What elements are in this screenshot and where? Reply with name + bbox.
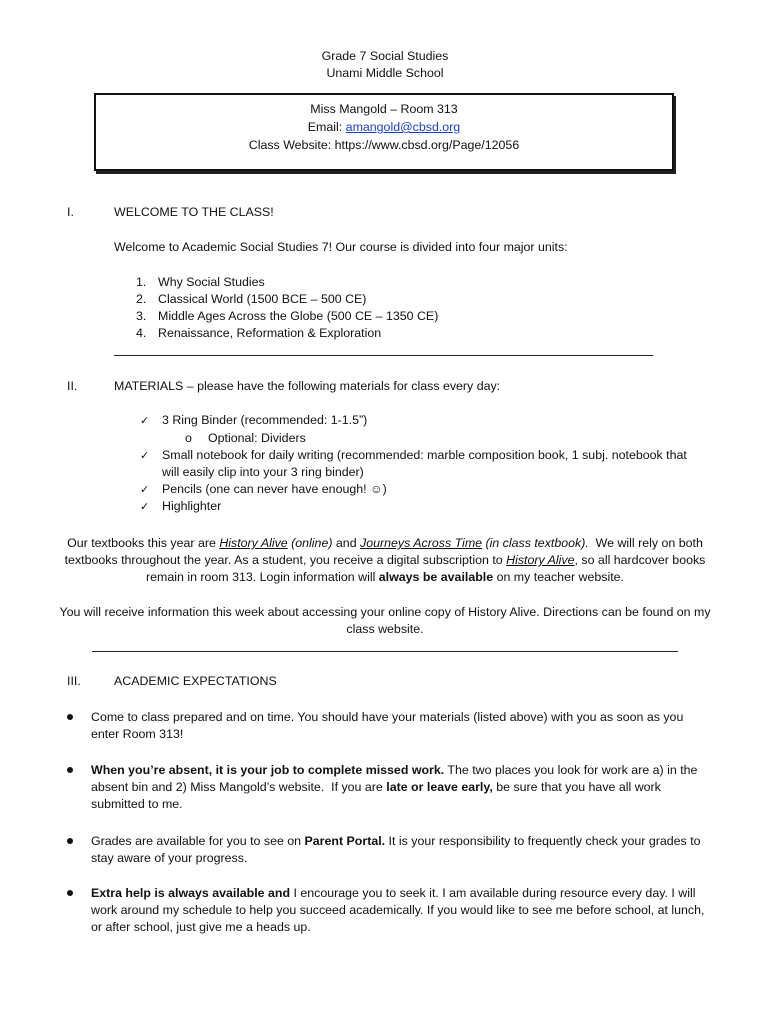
book-journeys: Journeys Across Time: [360, 536, 483, 550]
text: Grades are available for you to see on: [91, 834, 305, 848]
course-title: Grade 7 Social Studies: [321, 49, 449, 63]
material-item-cont: will easily clip into your 3 ring binder): [162, 465, 364, 479]
class-website: Class Website: https://www.cbsd.org/Page/12056: [248, 138, 520, 152]
bold-text: late or leave early,: [386, 780, 493, 794]
unit-item: Why Social Studies: [158, 275, 265, 289]
text: textbooks throughout the year. As a student, you receive a digital subscription to: [64, 553, 507, 567]
text: It is your responsibility to frequently check your grades to: [385, 834, 701, 848]
teacher-room: Miss Mangold – Room 313: [310, 102, 458, 116]
book-history-alive: History Alive: [219, 536, 288, 550]
unit-number: 4.: [136, 326, 147, 340]
material-item: Pencils (one can never have enough! ☺): [162, 482, 387, 496]
bold-text: When you’re absent, it is your job to complete missed work.: [91, 763, 445, 777]
text: I encourage you to seek it. I am available during resource every day. I will: [290, 886, 696, 900]
textbooks-paragraph: [0, 535, 770, 586]
email-label: Email:: [307, 120, 346, 134]
email-line: [96, 120, 672, 134]
textbooks-line-3: [0, 569, 770, 586]
material-item: Highlighter: [162, 499, 222, 513]
section3-title: ACADEMIC EXPECTATIONS: [114, 674, 277, 688]
online-paragraph: [0, 604, 770, 638]
check-icon: ✓: [140, 449, 150, 462]
sub-bullet-icon: o: [185, 431, 192, 445]
bullet-icon: [67, 890, 73, 896]
school-name: Unami Middle School: [326, 66, 444, 80]
book1-suffix: (online): [287, 536, 333, 550]
book2-suffix: (in class textbook).: [482, 536, 589, 550]
text: work around my schedule to help you succeed academically. If you would like to see me before school, at lunch,: [91, 903, 705, 917]
unit-item: Middle Ages Across the Globe (500 CE – 1350 CE): [158, 309, 439, 323]
text: be sure that you have all work: [492, 780, 661, 794]
online-line-2: class website.: [346, 622, 424, 636]
material-subitem: Optional: Dividers: [208, 431, 306, 445]
material-item: Small notebook for daily writing (recommended: marble composition book, 1 subj. notebook that: [162, 448, 687, 462]
unit-number: 3.: [136, 309, 147, 323]
text: submitted to me.: [91, 797, 183, 811]
check-icon: ✓: [140, 483, 150, 496]
material-item: 3 Ring Binder (recommended: 1-1.5”): [162, 413, 368, 427]
bold-text: always be available: [378, 570, 494, 584]
textbooks-line-2: [0, 552, 770, 569]
text: We will rely on both: [588, 536, 703, 550]
unit-item: Classical World (1500 BCE – 500 CE): [158, 292, 367, 306]
text: The two places you look for work are a) in the: [444, 763, 698, 777]
bold-text: Extra help is always available and: [91, 886, 291, 900]
unit-item: Renaissance, Reformation & Exploration: [158, 326, 382, 340]
divider: [114, 355, 653, 356]
section2-numeral: II.: [67, 379, 78, 393]
online-line-1: You will receive information this week about accessing your online copy of History Alive. Directions can be found on my: [59, 605, 711, 619]
contact-box: [94, 93, 674, 171]
expectation-item: [91, 762, 697, 813]
check-icon: ✓: [140, 500, 150, 513]
expectation-item: [91, 833, 701, 867]
section1-intro: Welcome to Academic Social Studies 7! Our course is divided into four major units:: [114, 240, 568, 254]
section1-title: WELCOME TO THE CLASS!: [114, 205, 274, 219]
bullet-icon: [67, 714, 73, 720]
text: absent bin and 2) Miss Mangold’s website. If you are: [91, 780, 387, 794]
bullet-icon: [67, 838, 73, 844]
check-icon: ✓: [140, 414, 150, 427]
section1-numeral: I.: [67, 205, 74, 219]
divider: [92, 651, 678, 652]
text: Our textbooks this year are: [67, 536, 220, 550]
book-history-alive: History Alive: [506, 553, 575, 567]
bold-text: Parent Portal.: [304, 834, 386, 848]
text: and: [332, 536, 361, 550]
bullet-icon: [67, 767, 73, 773]
text: or after school, just give me a heads up.: [91, 920, 311, 934]
expectation-item: [91, 885, 704, 936]
unit-number: 1.: [136, 275, 147, 289]
text: on my teacher website.: [493, 570, 624, 584]
text: stay aware of your progress.: [91, 851, 248, 865]
email-link[interactable]: amangold@cbsd.org: [345, 120, 461, 134]
expectation-item: [91, 709, 683, 743]
textbooks-line-1: [0, 535, 770, 552]
section2-title: MATERIALS – please have the following materials for class every day:: [114, 379, 501, 393]
text: Come to class prepared and on time. You should have your materials (listed above) with you as soon as you: [91, 710, 684, 724]
section3-numeral: III.: [67, 674, 81, 688]
unit-number: 2.: [136, 292, 147, 306]
text: remain in room 313. Login information will: [146, 570, 379, 584]
text: , so all hardcover books: [574, 553, 706, 567]
text: enter Room 313!: [91, 727, 184, 741]
